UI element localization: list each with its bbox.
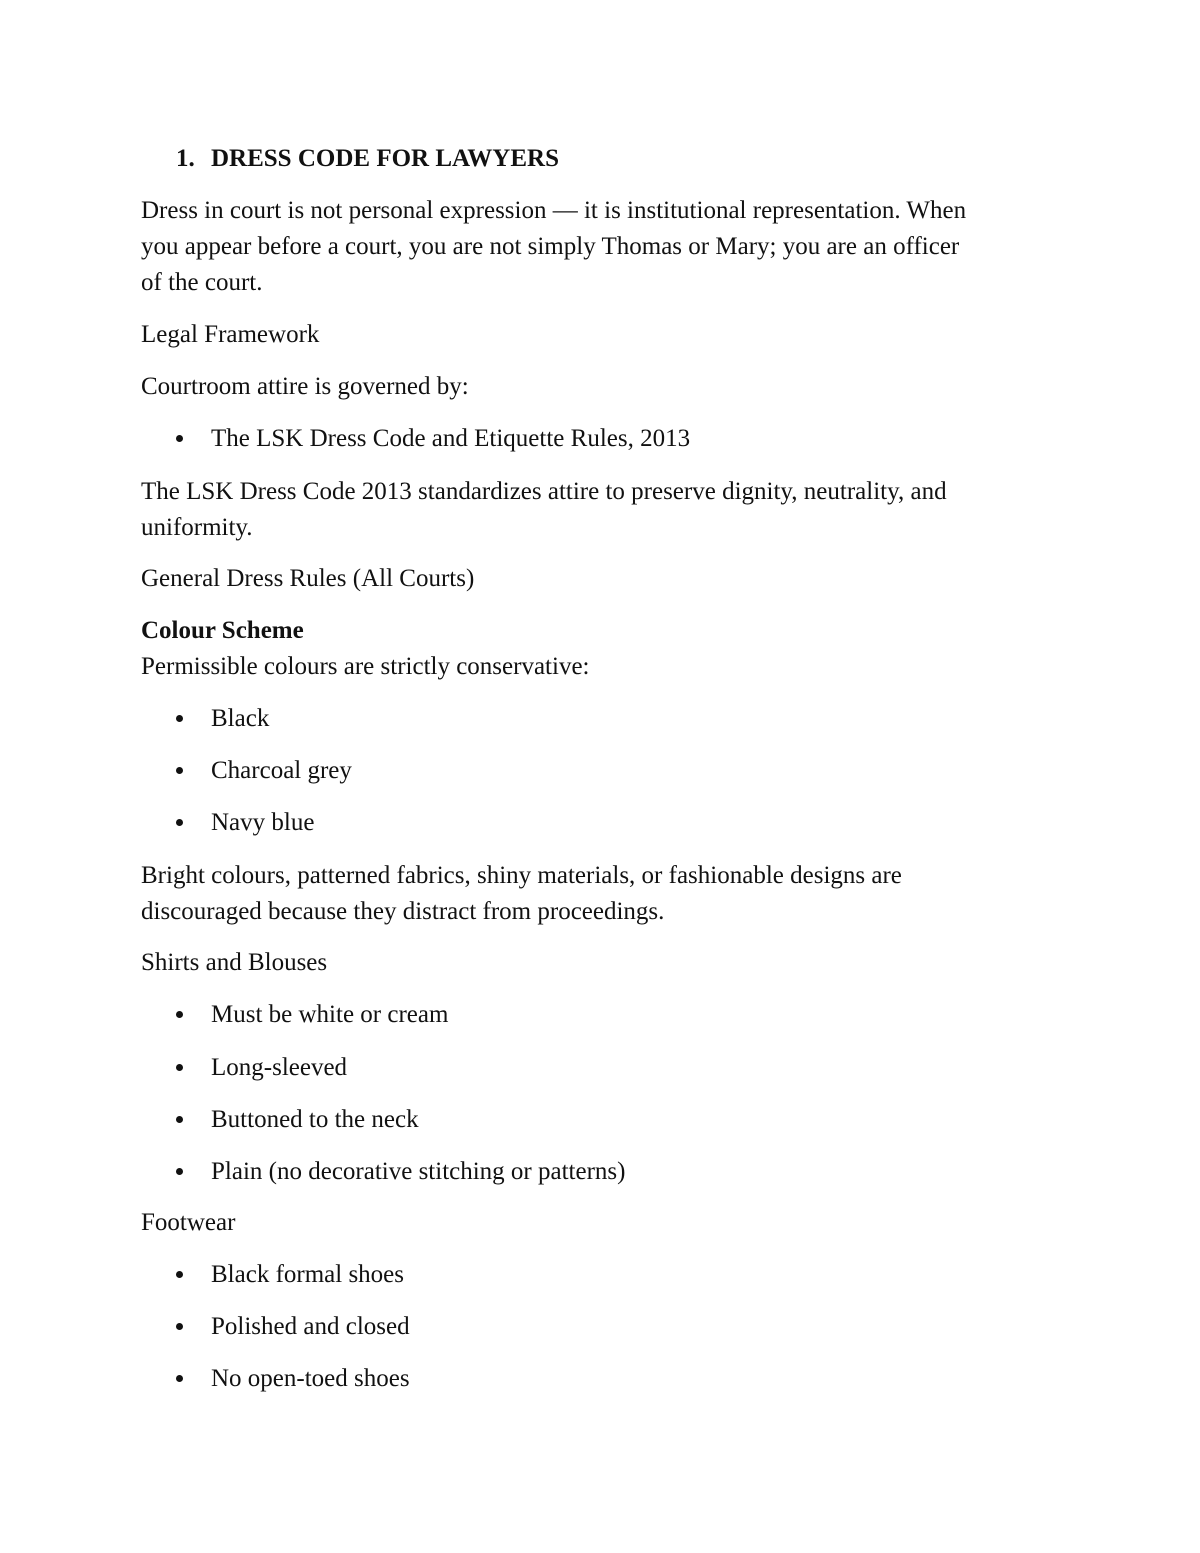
bullet-icon xyxy=(176,753,211,789)
list-item xyxy=(176,1257,404,1293)
list-item xyxy=(176,1154,625,1190)
bullet-icon xyxy=(176,1154,211,1190)
list-item-text: Charcoal grey xyxy=(211,757,352,784)
list-item-text: Buttoned to the neck xyxy=(211,1106,419,1133)
section-heading xyxy=(176,141,559,177)
bullet-icon xyxy=(176,701,211,737)
bullet-icon xyxy=(176,1257,211,1293)
colour-scheme-heading: Colour Scheme xyxy=(141,617,304,644)
list-item-text: Black formal shoes xyxy=(211,1261,405,1288)
bright-colours-line: Bright colours, patterned fabrics, shiny materials, or fashionable designs are xyxy=(141,862,902,889)
footwear-heading: Footwear xyxy=(141,1209,236,1236)
list-item-text: Polished and closed xyxy=(211,1313,410,1340)
section-title: DRESS CODE FOR LAWYERS xyxy=(211,145,559,172)
list-item-text: Must be white or cream xyxy=(211,1001,449,1028)
general-rules-heading: General Dress Rules (All Courts) xyxy=(141,565,475,592)
governed-by-text: Courtroom attire is governed by: xyxy=(141,373,469,400)
list-item-text: Plain (no decorative stitching or patterns) xyxy=(211,1158,626,1185)
standardizes-line: The LSK Dress Code 2013 standardizes attire to preserve dignity, neutrality, and xyxy=(141,478,947,505)
intro-line: of the court. xyxy=(141,269,263,296)
list-item xyxy=(176,1361,410,1397)
bullet-icon xyxy=(176,1361,211,1397)
section-number: 1. xyxy=(176,145,195,172)
list-item-text: The LSK Dress Code and Etiquette Rules, 2013 xyxy=(211,425,691,452)
list-item xyxy=(176,1050,347,1086)
bullet-icon xyxy=(176,805,211,841)
list-item xyxy=(176,805,314,841)
bright-colours-line: discouraged because they distract from proceedings. xyxy=(141,898,665,925)
list-item-text: Long-sleeved xyxy=(211,1054,348,1081)
bullet-icon xyxy=(176,421,211,457)
list-item xyxy=(176,1102,419,1138)
standardizes-line: uniformity. xyxy=(141,514,253,541)
list-item xyxy=(176,421,690,457)
list-item xyxy=(176,1309,410,1345)
intro-line: Dress in court is not personal expression — it is institutional representation. When xyxy=(141,197,967,224)
shirts-heading: Shirts and Blouses xyxy=(141,949,328,976)
colour-scheme-intro: Permissible colours are strictly conservative: xyxy=(141,653,590,680)
list-item xyxy=(176,701,269,737)
list-item xyxy=(176,997,448,1033)
intro-line: you appear before a court, you are not simply Thomas or Mary; you are an officer xyxy=(141,233,960,260)
legal-framework-heading: Legal Framework xyxy=(141,321,320,348)
list-item-text: Black xyxy=(211,705,270,732)
bullet-icon xyxy=(176,997,211,1033)
bullet-icon xyxy=(176,1050,211,1086)
bullet-icon xyxy=(176,1102,211,1138)
list-item xyxy=(176,753,352,789)
list-item-text: No open-toed shoes xyxy=(211,1365,410,1392)
list-item-text: Navy blue xyxy=(211,809,315,836)
bullet-icon xyxy=(176,1309,211,1345)
